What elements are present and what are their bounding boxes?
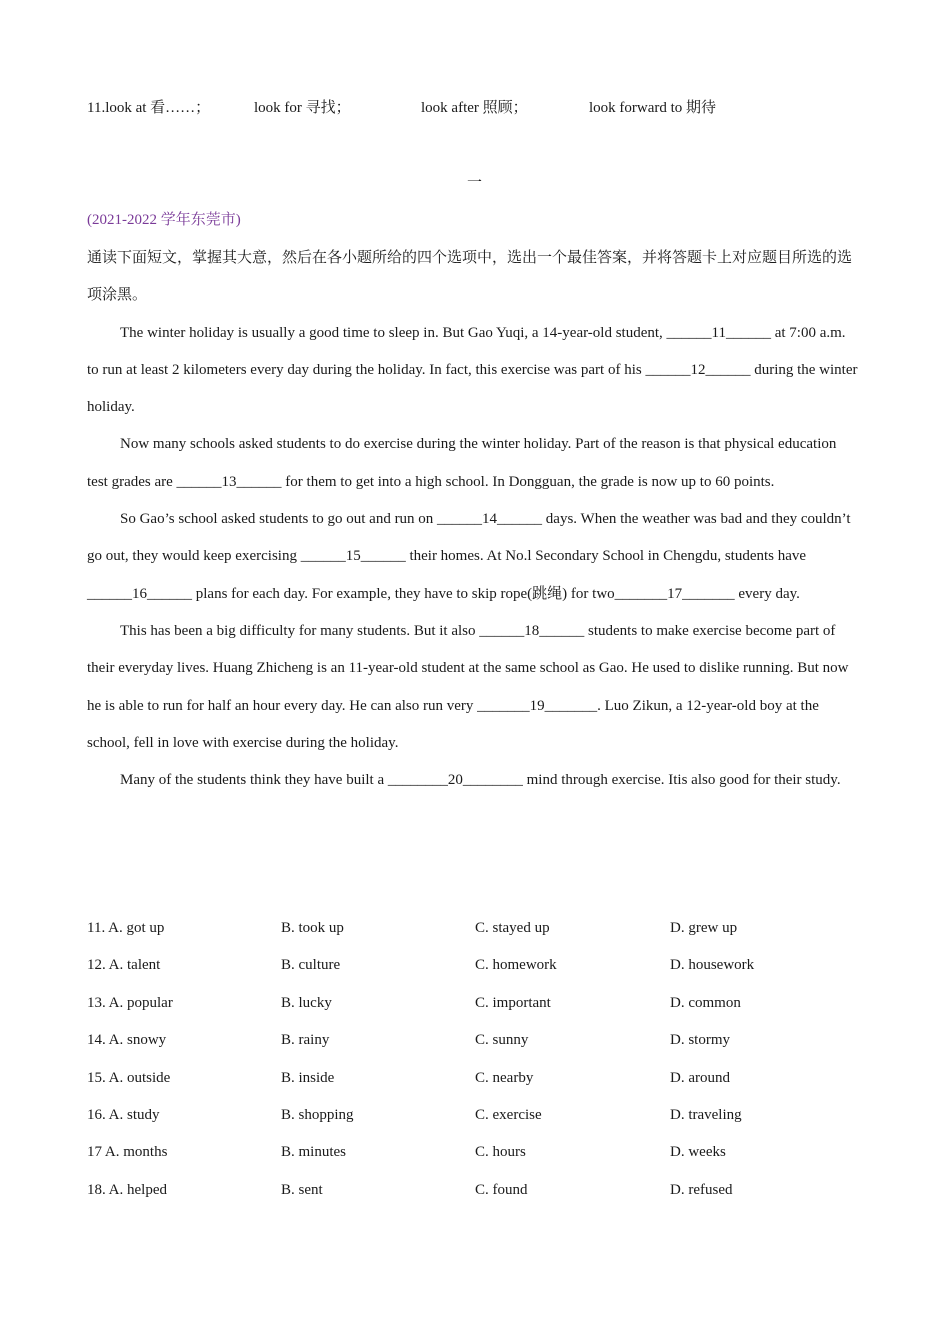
passage <box>87 240 859 799</box>
option-a: 11. A. got up <box>87 920 165 936</box>
phrase-look-at: 11.look at 看……； <box>87 100 211 116</box>
phrase-look-for: look for 寻找； <box>254 100 351 116</box>
option-b: B. shopping <box>281 1106 354 1123</box>
option-d: D. refused <box>670 1181 733 1198</box>
paragraph-5: Many of the students think they have built a ________20________ mind through exercise. Itis also good for their study. <box>120 772 841 789</box>
paragraph-3: So Gao’s school asked students to go out and run on ______14______ days. When the weather was bad and they couldn’t go out, they would keep exercising ______15______ their homes. At No.l Secondary School in Chengdu, students have ______16______ plans for each day. For example, they have to skip rope(跳绳) for two_______17_______ every day. <box>87 511 851 602</box>
paragraph-2: Now many schools asked students to do exercise during the winter holiday. Part of the reason is that physical education test grades are ______13______ for them to get into a high school. In Dongguan, the grade is now up to 60 points. <box>87 436 837 490</box>
question-17-options <box>87 1141 867 1178</box>
answer-options <box>87 917 867 1216</box>
phrase-list <box>87 96 887 118</box>
option-c: C. hours <box>475 1144 526 1161</box>
option-a: 15. A. outside <box>87 1069 171 1086</box>
question-18-options <box>87 1179 867 1216</box>
phrase-look-after: look after 照顾； <box>421 100 528 116</box>
option-d: D. weeks <box>670 1144 726 1161</box>
section-number: 一 <box>467 175 483 191</box>
instruction: 通读下面短文，掌握其大意，然后在各小题所给的四个选项中，选出一个最佳答案，并将答题卡上对应题目所选的选项涂黑。 <box>87 250 853 304</box>
question-11-options <box>87 917 867 954</box>
option-b: B. minutes <box>281 1144 347 1161</box>
paragraph-4: This has been a big difficulty for many students. But it also ______18______ students to make exercise become part of their everyday lives. Huang Zhicheng is an 11-year-old student at the same school as Gao. He used to dislike running. But now he is able to run for half an hour every day. He can also run very _______19_______. Luo Zikun, a 12-year-old boy at the school, fell in love with exercise during the holiday. <box>87 622 849 751</box>
option-b: B. rainy <box>281 1032 330 1049</box>
question-16-options <box>87 1104 867 1141</box>
option-a: 18. A. helped <box>87 1181 167 1198</box>
option-b: B. took up <box>281 920 344 936</box>
option-c: C. found <box>475 1181 528 1198</box>
option-d: D. traveling <box>670 1106 742 1123</box>
option-b: B. inside <box>281 1069 335 1086</box>
option-d: D. grew up <box>670 920 738 936</box>
source-label: (2021-2022 学年东莞市) <box>87 212 241 228</box>
question-14-options <box>87 1029 867 1066</box>
option-a: 17 A. months <box>87 1144 168 1161</box>
option-b: B. lucky <box>281 994 332 1011</box>
option-d: D. around <box>670 1069 730 1086</box>
option-c: C. exercise <box>475 1106 542 1123</box>
option-a: 16. A. study <box>87 1106 160 1123</box>
option-c: C. important <box>475 994 551 1011</box>
question-13-options <box>87 992 867 1029</box>
option-c: C. nearby <box>475 1069 534 1086</box>
option-a: 13. A. popular <box>87 994 173 1011</box>
option-d: D. common <box>670 994 741 1011</box>
option-a: 12. A. talent <box>87 957 161 974</box>
option-c: C. stayed up <box>475 920 550 936</box>
option-d: D. stormy <box>670 1032 730 1049</box>
question-12-options <box>87 954 867 991</box>
option-b: B. culture <box>281 957 341 974</box>
paragraph-1: The winter holiday is usually a good time to sleep in. But Gao Yuqi, a 14-year-old student, ______11______ at 7:00 a.m. to run at least 2 kilometers every day during the holiday. In fact, this exercise was part of his ______12______ during the winter holiday. <box>87 324 858 416</box>
option-c: C. sunny <box>475 1032 529 1049</box>
option-c: C. homework <box>475 957 557 974</box>
phrase-look-forward-to: look forward to 期待 <box>589 100 717 116</box>
option-d: D. housework <box>670 957 755 974</box>
option-a: 14. A. snowy <box>87 1032 167 1049</box>
question-15-options <box>87 1067 867 1104</box>
option-b: B. sent <box>281 1181 323 1198</box>
